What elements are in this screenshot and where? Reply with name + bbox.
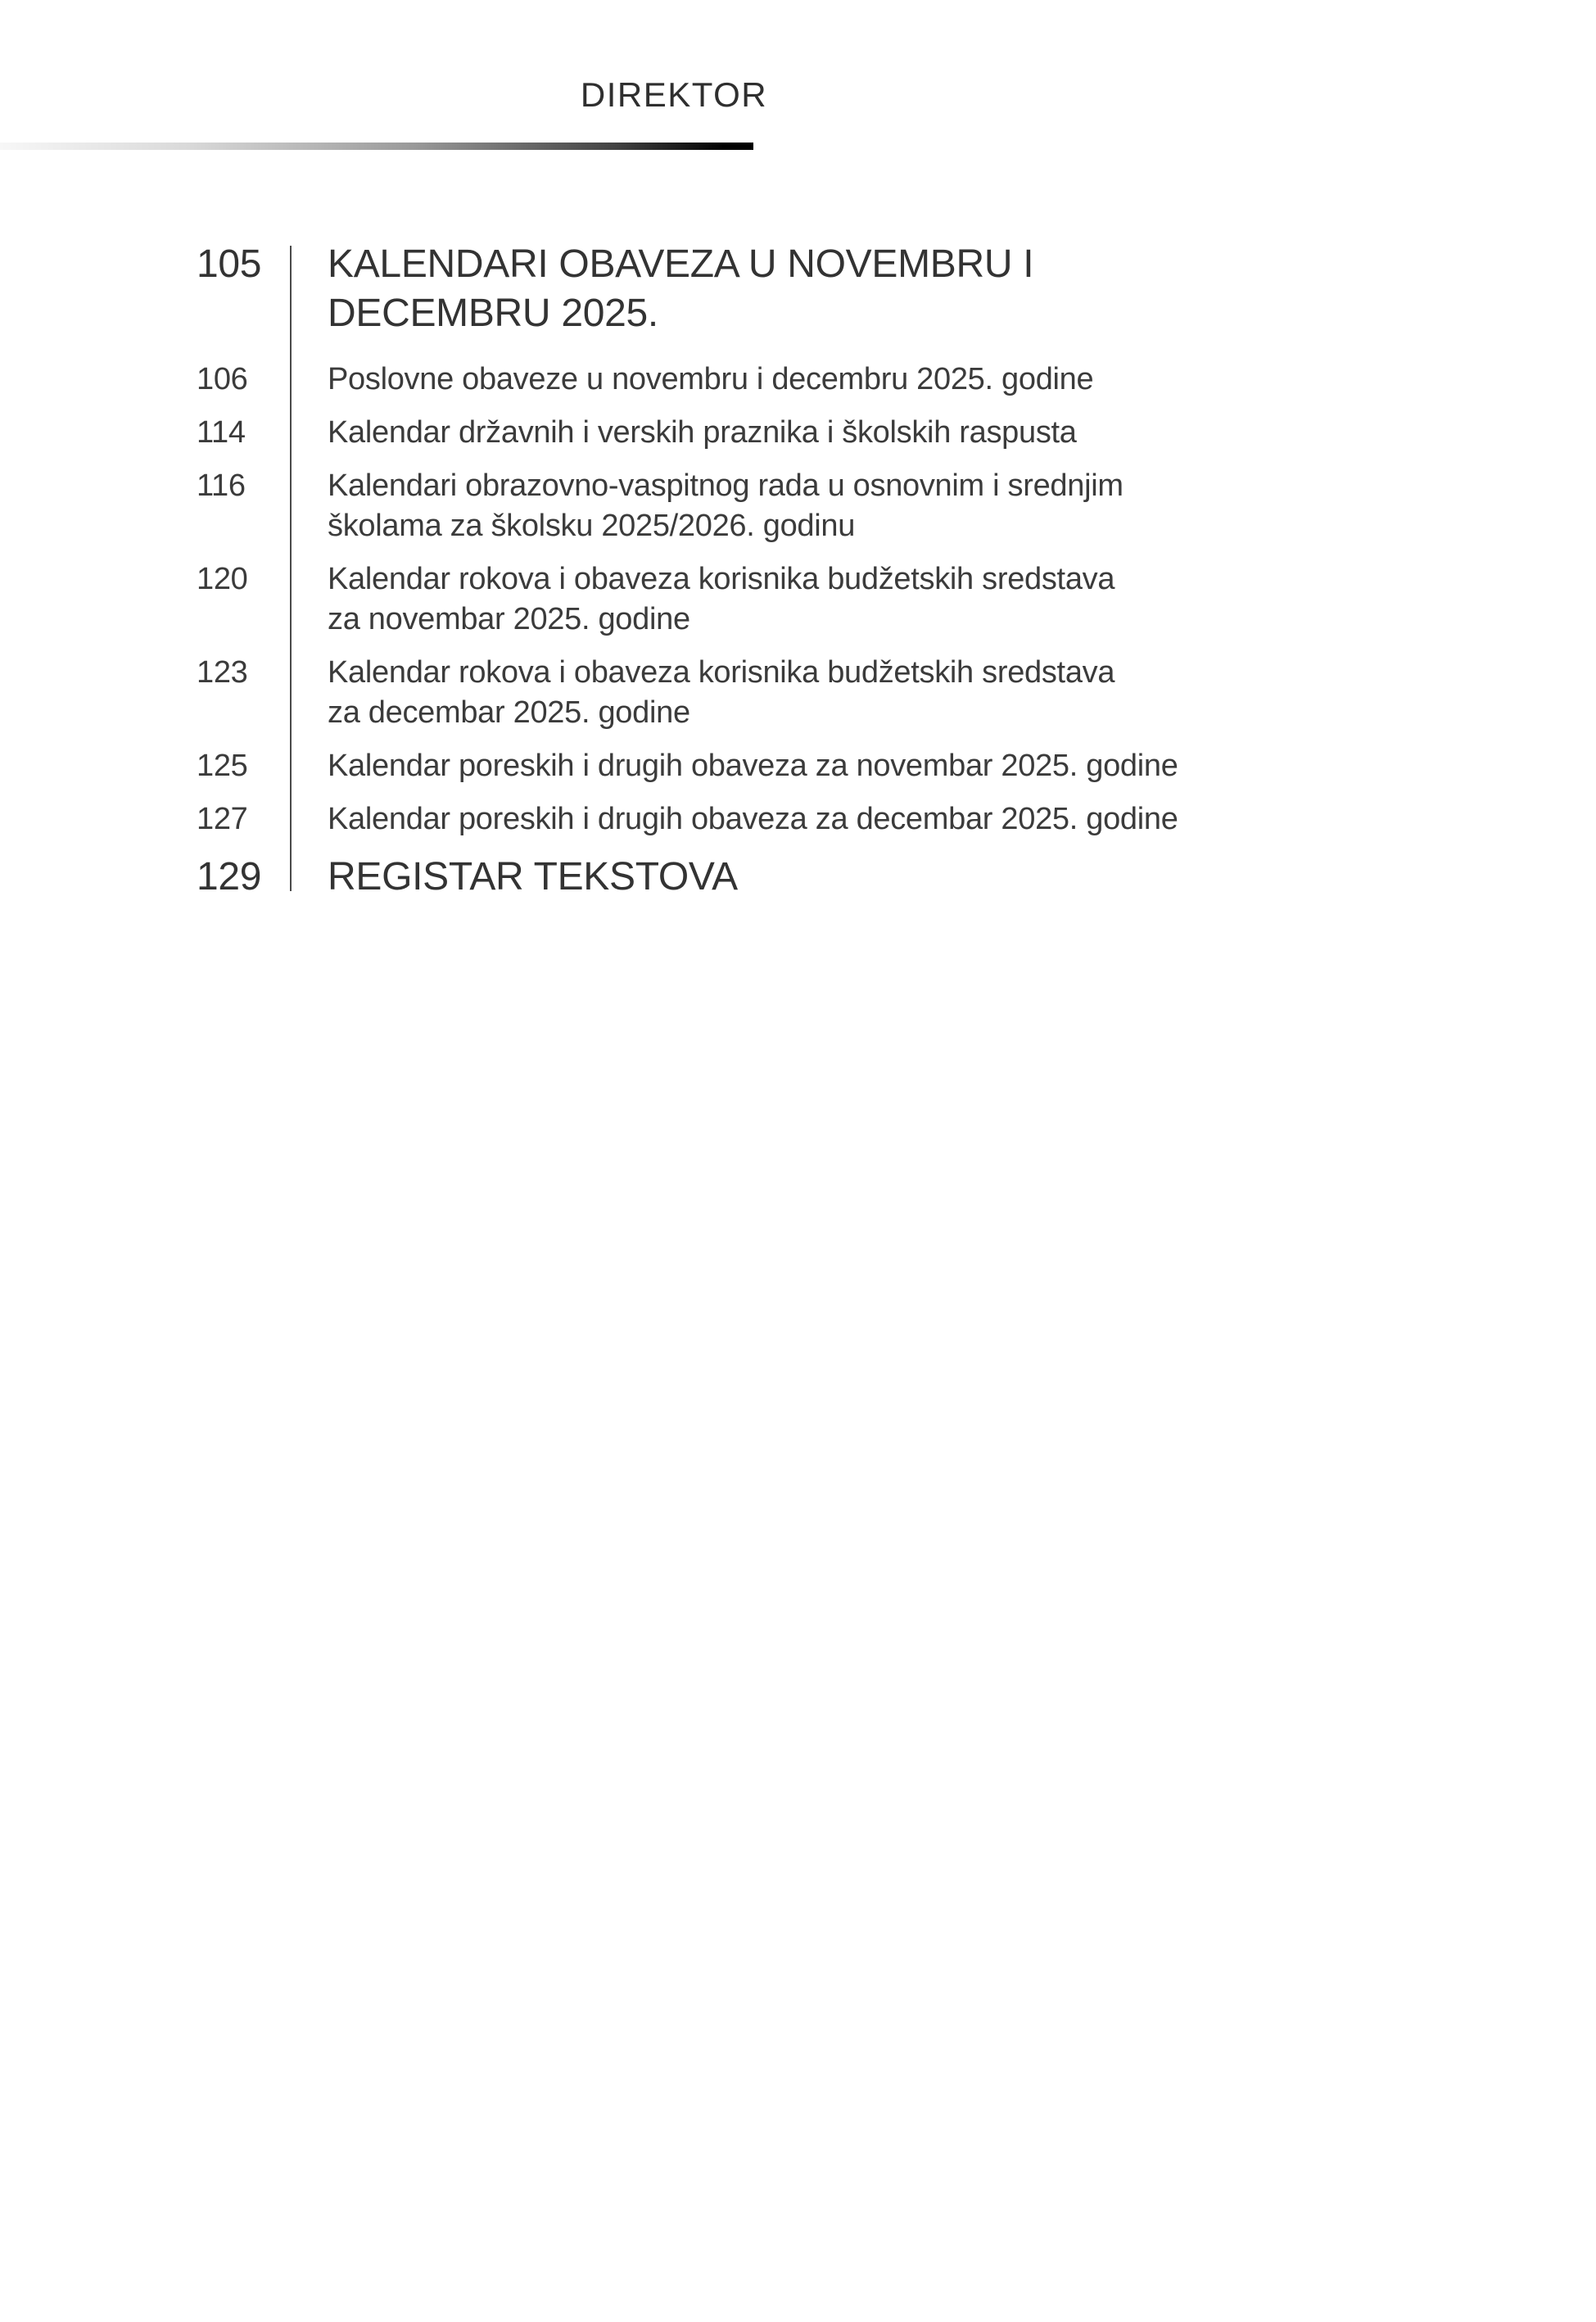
table-of-contents: [197, 240, 1392, 902]
toc-item-text-line: Kalendari obrazovno-vaspitnog rada u osnovnim i srednjim: [328, 468, 1124, 503]
toc-item-title: [328, 746, 1392, 786]
toc-item-text-line: KALENDARI OBAVEZA U NOVEMBRU I: [328, 242, 1034, 286]
toc-item-120[interactable]: [197, 559, 1392, 640]
toc-page-number: 105: [197, 242, 262, 286]
page-header-title: DIREKTOR: [580, 75, 768, 114]
toc-item-129[interactable]: [197, 853, 1392, 902]
toc-item-text-line: REGISTAR TEKSTOVA: [328, 855, 738, 898]
toc-page-number: 127: [197, 802, 248, 836]
toc-item-114[interactable]: [197, 413, 1392, 453]
toc-item-text-line: za novembar 2025. godine: [328, 602, 690, 636]
toc-item-106[interactable]: [197, 360, 1392, 400]
toc-item-text-line: DECEMBRU 2025.: [328, 292, 658, 335]
toc-item-116[interactable]: [197, 466, 1392, 546]
toc-item-title: [328, 653, 1392, 733]
toc-item-123[interactable]: [197, 653, 1392, 733]
toc-item-title: [328, 360, 1392, 400]
toc-page-number: 120: [197, 562, 248, 596]
toc-item-title: [328, 559, 1392, 640]
toc-item-text-line: Kalendar rokova i obaveza korisnika budžetskih sredstava: [328, 562, 1115, 596]
toc-item-title: [328, 853, 1392, 902]
toc-page-number: 106: [197, 362, 248, 396]
toc-item-105[interactable]: [197, 240, 1392, 338]
toc-item-text-line: Kalendar poreskih i drugih obaveza za decembar 2025. godine: [328, 802, 1178, 836]
toc-item-text-line: Kalendar rokova i obaveza korisnika budžetskih sredstava: [328, 655, 1115, 690]
toc-item-text-line: za decembar 2025. godine: [328, 695, 690, 730]
toc-item-title: [328, 466, 1392, 546]
toc-item-text-line: Poslovne obaveze u novembru i decembru 2025. godine: [328, 362, 1094, 396]
toc-item-text-line: školama za školsku 2025/2026. godinu: [328, 509, 856, 543]
toc-page-number: 123: [197, 655, 248, 690]
toc-item-title: [328, 413, 1392, 453]
toc-item-text-line: Kalendar poreskih i drugih obaveza za novembar 2025. godine: [328, 749, 1178, 783]
toc-item-125[interactable]: [197, 746, 1392, 786]
toc-page-number: 125: [197, 749, 248, 783]
toc-page-number: 116: [197, 468, 246, 503]
toc-item-title: [328, 799, 1392, 840]
toc-page-number: 114: [197, 415, 246, 450]
toc-page-number: 129: [197, 855, 262, 898]
toc-item-title: [328, 240, 1392, 338]
toc-vertical-rule: [290, 246, 292, 891]
header-divider-line: [0, 143, 753, 150]
toc-item-127[interactable]: [197, 799, 1392, 840]
toc-item-text-line: Kalendar državnih i verskih praznika i školskih raspusta: [328, 415, 1077, 450]
